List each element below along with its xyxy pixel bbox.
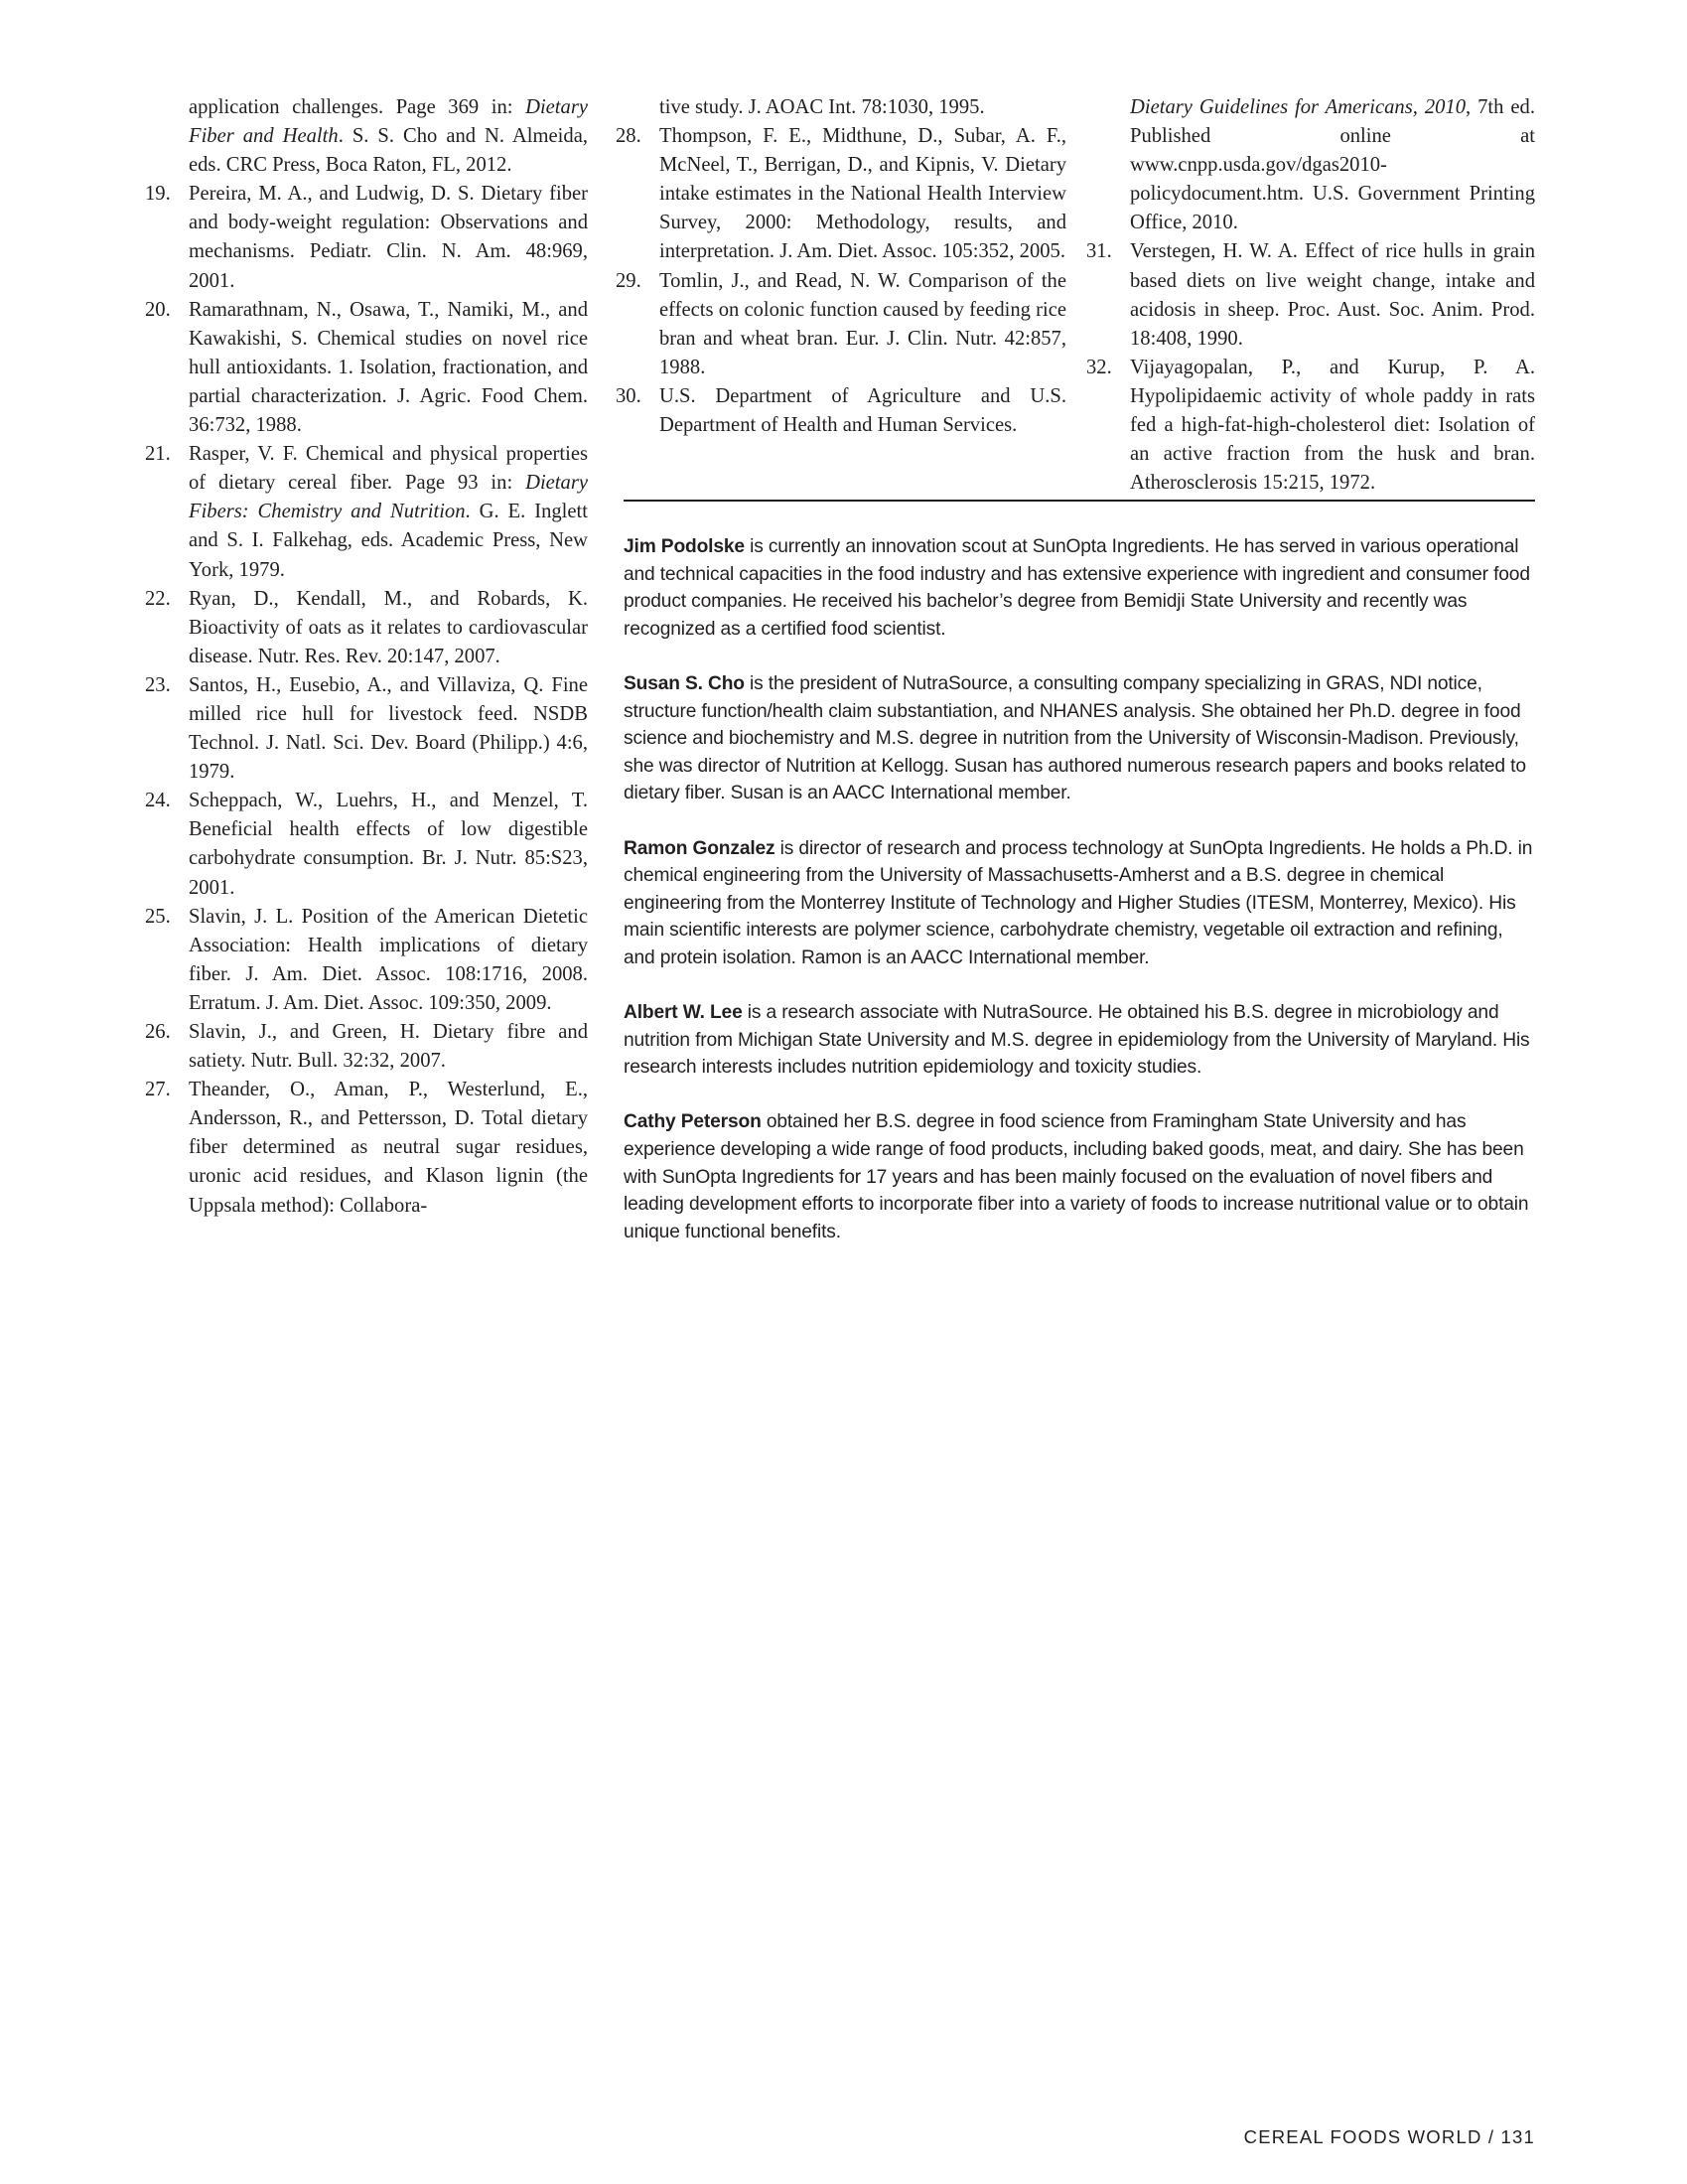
author-name: Susan S. Cho [624, 672, 745, 694]
author-bio-text: is the president of NutraSource, a consulting company specializing in GRAS, NDI notice, structure function/health claim substantiation, and NHANES analysis. She obtained her Ph.D. degree in food science and biochemistry and M.S. degree in nutrition from the University of Wisconsin-Madison. Previously, she was director of Nutrition at Kellogg. Susan has authored numerous research papers and books related to dietary fiber. Susan is an AACC International member. [624, 672, 1526, 804]
reference-number: 27. [145, 1079, 171, 1101]
reference-text: Dietary Guidelines for Americans, 2010, 7th ed. Published online at www.cnpp.usda.gov/dgas2010-policydocument.htm. U.S. Government Printing Office, 2010. [1130, 96, 1535, 234]
reference-item [616, 382, 1066, 440]
references-column-1 [145, 93, 588, 1221]
reference-number [616, 93, 659, 122]
reference-item [145, 1018, 588, 1076]
reference-number: 26. [145, 1021, 171, 1043]
reference-text: Scheppach, W., Luehrs, H., and Menzel, T. Beneficial health effects of low digestible carbohydrate consumption. Br. J. Nutr. 85:S23, 2001. [189, 790, 588, 899]
reference-text: Slavin, J. L. Position of the American Dietetic Association: Health implications of dietary fiber. J. Am. Diet. Assoc. 108:1716, 2008. Erratum. J. Am. Diet. Assoc. 109:350, 2009. [189, 905, 588, 1014]
reference-text: application challenges. Page 369 in: Dietary Fiber and Health. S. S. Cho and N. Almeida, eds. CRC Press, Boca Raton, FL, 2012. [189, 96, 588, 177]
reference-text: Ryan, D., Kendall, M., and Robards, K. Bioactivity of oats as it relates to cardiovascular disease. Nutr. Res. Rev. 20:147, 2007. [189, 587, 588, 667]
author-name: Albert W. Lee [624, 1002, 743, 1024]
reference-text: Vijayagopalan, P., and Kurup, P. A. Hypolipidaemic activity of whole paddy in rats fed a high-fat-high-cholesterol diet: Isolation of an active fraction from the husk and bran. Atherosclerosis 15:215, 1972. [1130, 356, 1535, 495]
author-name: Jim Podolske [624, 536, 745, 557]
references-column-2 [616, 93, 1066, 440]
section-divider [624, 500, 1535, 502]
reference-number: 30. [616, 384, 641, 407]
reference-number: 23. [145, 673, 171, 696]
author-bios [624, 533, 1537, 1273]
reference-item [145, 93, 588, 180]
reference-item [1086, 354, 1535, 498]
reference-text: Santos, H., Eusebio, A., and Villaviza, Q. Fine milled rice hull for livestock feed. NSDB Technol. J. Natl. Sci. Dev. Board (Philipp.) 4:6, 1979. [189, 673, 588, 784]
reference-number: 19. [145, 183, 171, 206]
author-bio-text: is currently an innovation scout at SunOpta Ingredients. He has served in various operational and technical capacities in the food industry and has extensive experience with ingredient and consumer food product companies. He received his bachelor’s degree from Bemidji State University and recently was recognized as a certified food scientist. [624, 536, 1530, 640]
reference-item [616, 93, 1066, 122]
reference-item [1086, 93, 1535, 237]
references-column-3 [1086, 93, 1535, 498]
reference-number [145, 93, 189, 180]
reference-text: Pereira, M. A., and Ludwig, D. S. Dietary fiber and body-weight regulation: Observations and mechanisms. Pediatr. Clin. N. Am. 48:969, 2001. [189, 183, 588, 292]
reference-number: 31. [1086, 240, 1112, 263]
reference-number: 20. [145, 298, 171, 321]
reference-item [145, 671, 588, 787]
reference-text: Slavin, J., and Green, H. Dietary fibre and satiety. Nutr. Bull. 32:32, 2007. [189, 1021, 588, 1073]
reference-item [145, 180, 588, 295]
reference-item [145, 585, 588, 671]
reference-text: Rasper, V. F. Chemical and physical properties of dietary cereal fiber. Page 93 in: Dietary Fibers: Chemistry and Nutrition. G. E. Inglett and S. I. Falkehag, eds. Academic Press, New York, 1979. [189, 443, 588, 581]
reference-number: 25. [145, 905, 171, 928]
author-bio-text: obtained her B.S. degree in food science from Framingham State University and has experience developing a wide range of food products, including baked goods, meat, and dairy. She has been with SunOpta Ingredients for 17 years and has been mainly focused on the evaluation of novel fibers and leading development efforts to incorporate fiber into a variety of foods to increase nutritional value or to obtain unique functional benefits. [624, 1111, 1529, 1242]
author-name: Ramon Gonzalez [624, 837, 775, 859]
reference-item [145, 440, 588, 584]
author-bio [624, 533, 1537, 643]
reference-item [145, 903, 588, 1018]
author-bio [624, 999, 1537, 1082]
author-bio [624, 1108, 1537, 1245]
reference-number: 24. [145, 790, 171, 812]
author-bio-text: is a research associate with NutraSource. He obtained his B.S. degree in microbiology and nutrition from Michigan State University and M.S. degree in epidemiology from the University of Maryland. His research interests includes nutrition epidemiology and toxicity studies. [624, 1002, 1530, 1079]
reference-number: 22. [145, 587, 171, 610]
page-footer: CEREAL FOODS WORLD / 131 [1243, 2126, 1535, 2147]
reference-item [145, 787, 588, 902]
reference-item [1086, 237, 1535, 353]
reference-item [616, 267, 1066, 382]
reference-number: 28. [616, 125, 641, 148]
author-bio [624, 670, 1537, 807]
author-name: Cathy Peterson [624, 1111, 762, 1133]
reference-number: 29. [616, 269, 641, 292]
reference-text: tive study. J. AOAC Int. 78:1030, 1995. [659, 96, 985, 118]
author-bio-text: is director of research and process technology at SunOpta Ingredients. He holds a Ph.D. in chemical engineering from the University of Massachusetts-Amherst and a B.S. degree in chemical engineering from the Monterrey Institute of Technology and Higher Studies (ITESM, Monterrey, Mexico). His main scientific interests are polymer science, carbohydrate chemistry, vegetable oil extraction and refining, and protein isolation. Ramon is an AACC International member. [624, 837, 1533, 968]
reference-number [1086, 93, 1130, 237]
reference-number: 21. [145, 443, 171, 466]
reference-item [145, 296, 588, 440]
reference-item [616, 122, 1066, 266]
reference-text: Verstegen, H. W. A. Effect of rice hulls in grain based diets on live weight change, intake and acidosis in sheep. Proc. Aust. Soc. Anim. Prod. 18:408, 1990. [1130, 240, 1535, 350]
reference-number: 32. [1086, 356, 1112, 378]
reference-item [145, 1076, 588, 1220]
reference-text: Tomlin, J., and Read, N. W. Comparison of the effects on colonic function caused by feeding rice bran and wheat bran. Eur. J. Clin. Nutr. 42:857, 1988. [659, 269, 1066, 378]
author-bio [624, 835, 1537, 972]
reference-text: Theander, O., Aman, P., Westerlund, E., Andersson, R., and Pettersson, D. Total dietary fiber determined as neutral sugar residues, uronic acid residues, and Klason lignin (the Uppsala method): Collabora- [189, 1079, 588, 1217]
reference-text: Thompson, F. E., Midthune, D., Subar, A. F., McNeel, T., Berrigan, D., and Kipnis, V. Dietary intake estimates in the National Health Interview Survey, 2000: Methodology, results, and interpretation. J. Am. Diet. Assoc. 105:352, 2005. [659, 125, 1066, 263]
reference-text: U.S. Department of Agriculture and U.S. Department of Health and Human Services. [659, 384, 1066, 437]
reference-text: Ramarathnam, N., Osawa, T., Namiki, M., and Kawakishi, S. Chemical studies on novel rice hull antioxidants. 1. Isolation, fractionation, and partial characterization. J. Agric. Food Chem. 36:732, 1988. [189, 298, 588, 437]
